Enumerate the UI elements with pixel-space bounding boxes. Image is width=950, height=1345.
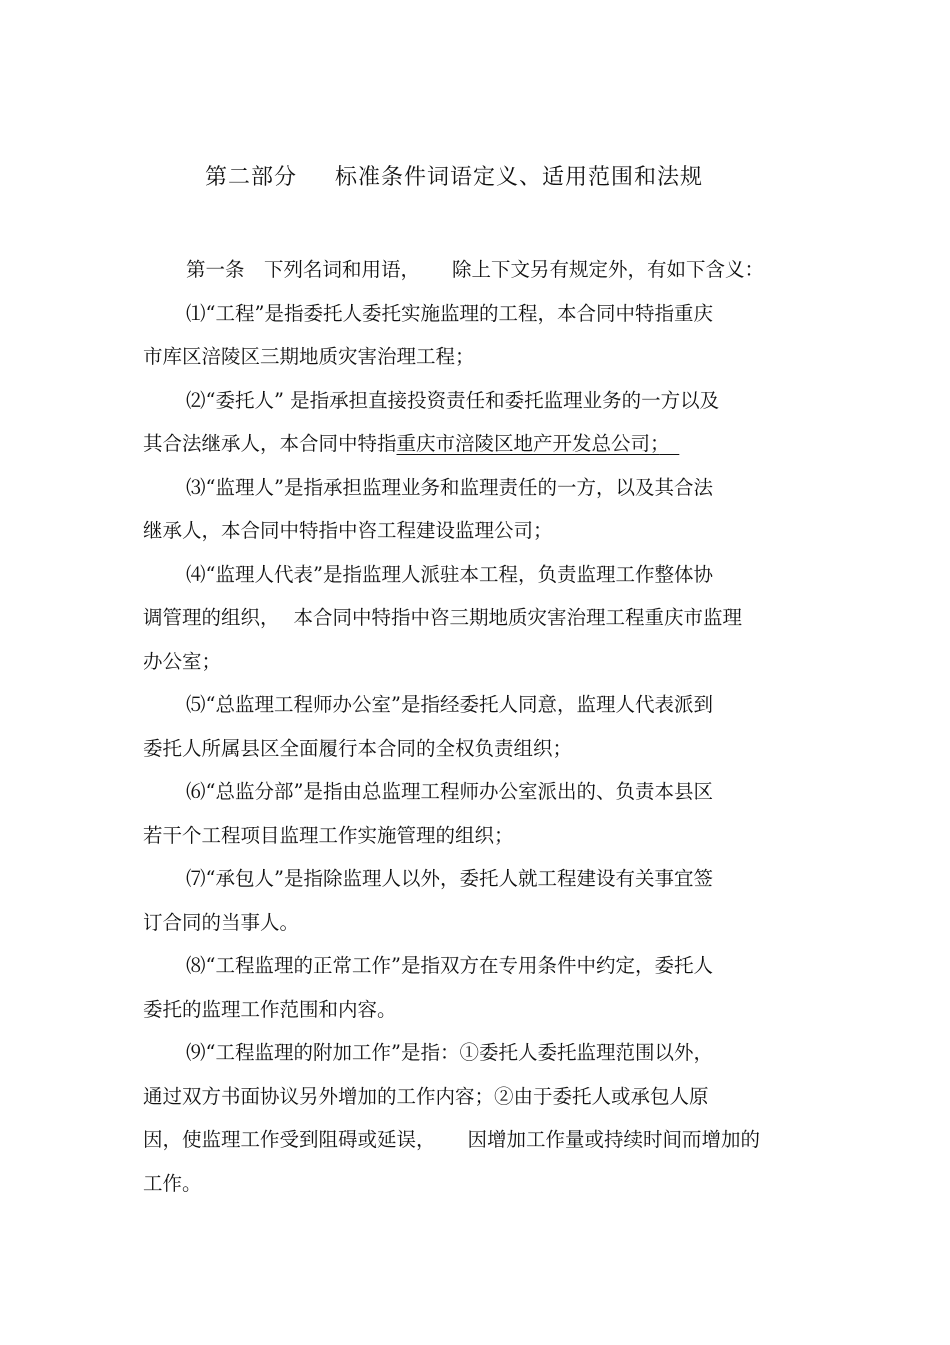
- definition-1-line: ⑴“工程”是指委托人委托实施监理的工程，本合同中特指重庆: [186, 301, 713, 325]
- definition-5-line: ⑸“总监理工程师办公室”是指经委托人同意，监理人代表派到: [186, 693, 713, 716]
- definition-9-line: ⑼“工程监理的附加工作”是指：①委托人委托监理范围以外，: [186, 1041, 713, 1064]
- definition-6-line: ⑹“总监分部”是指由总监理工程师办公室派出的、负责本县区: [186, 780, 713, 803]
- definition-5-line: 委托人所属县区全面履行本合同的全权负责组织；: [143, 736, 573, 760]
- definition-9-text-a: 因，使监理工作受到阻碍或延误，: [143, 1128, 436, 1151]
- definition-1-line: 市库区涪陵区三期地质灾害治理工程；: [143, 345, 475, 368]
- definition-4-text-b: 本合同中特指中咨三期地质灾害治理工程重庆市监理: [293, 606, 743, 629]
- definition-2-text: 其合法继承人，本合同中特指: [143, 432, 397, 455]
- section-title: [205, 160, 703, 191]
- article-intro-rest: 除上下文另有规定外，有如下含义：: [452, 258, 765, 281]
- definition-9-line: [143, 1118, 793, 1162]
- definition-4-line: ⑷“监理人代表”是指监理人派驻本工程，负责监理工作整体协: [186, 562, 713, 586]
- definition-3-line: 继承人，本合同中特指中咨工程建设监理公司；: [143, 519, 553, 542]
- section-number: 第二部分: [205, 165, 298, 190]
- definition-3-line: ⑶“监理人”是指承担监理业务和监理责任的一方，以及其合法: [186, 475, 713, 499]
- definition-4-line: 办公室；: [143, 649, 222, 673]
- definition-6-line: 若干个工程项目监理工作实施管理的组织；: [143, 823, 514, 847]
- definition-4-line: [143, 596, 793, 640]
- underlined-entity: 重庆市涪陵区地产开发总公司；: [396, 432, 660, 455]
- definition-8-line: ⑻“工程监理的正常工作”是指双方在专用条件中约定，委托人: [186, 954, 713, 977]
- article-intro-lead: 第一条 下列名词和用语，: [186, 258, 421, 281]
- definition-8-line: 委托的监理工作范围和内容。: [143, 997, 397, 1021]
- definition-9-text-b: 因增加工作量或持续时间而增加的: [467, 1128, 761, 1151]
- definition-9-line: 工作。: [143, 1171, 202, 1195]
- definition-9-line: 通过双方书面协议另外增加的工作内容；②由于委托人或承包人原: [143, 1084, 709, 1108]
- document-body: [143, 248, 793, 1205]
- article-intro: [143, 248, 793, 292]
- definition-2-line: ⑵“委托人” 是指承担直接投资责任和委托监理业务的一方以及: [186, 388, 720, 412]
- definition-2-line: [143, 422, 793, 466]
- section-heading: 标准条件词语定义、适用范围和法规: [335, 165, 704, 190]
- definition-7-line: ⑺“承包人”是指除监理人以外，委托人就工程建设有关事宜签: [186, 867, 713, 890]
- definition-7-line: 订合同的当事人。: [143, 910, 300, 934]
- definition-4-text-a: 调管理的组织，: [143, 606, 280, 629]
